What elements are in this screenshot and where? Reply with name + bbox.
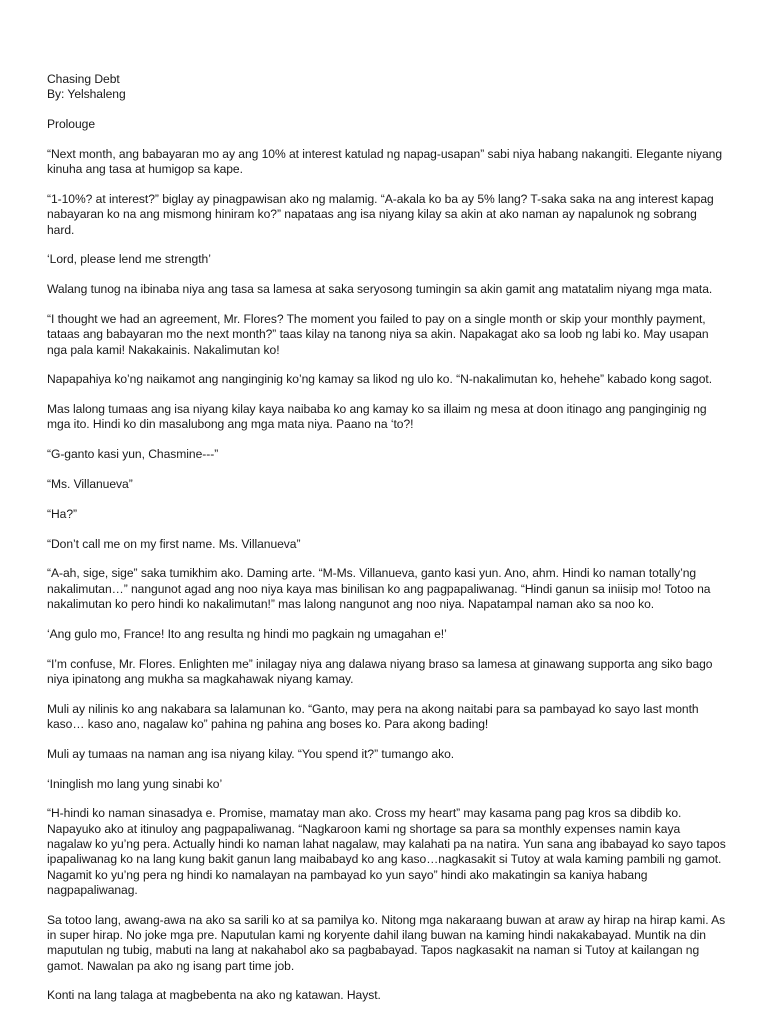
paragraph: “H-hindi ko naman sinasadya e. Promise, mamatay man ako. Cross my heart” may kasama pang pag kros sa dibdib ko. Napayuko ako at itinuloy ang pagpapaliwanag. “Nagkaroon kami ng shortage sa para sa monthly expenses namin kaya nagalaw ko yu’ng pera. Actually hindi ko naman lahat nagalaw, may kalahati pa na natira. Yun sana ang ibabayad ko sayo tapos ipapaliwanag ko na lang kung bakit ganun lang maibabayd ko ang kaso…nagkasakit si Tutoy at wala kaming pambili ng gamot. Nagamit ko yu’ng pera ng hindi ko namalayan na pambayad ko yun sayo” hindi ako makatingin sa kaniya habang nagpapaliwanag. [47,806,726,897]
paragraph: Konti na lang talaga at magbebenta na ako ng katawan. Hayst. [47,988,381,1003]
paragraph: Mas lalong tumaas ang isa niyang kilay kaya naibaba ko ang kamay ko sa illaim ng mesa at doon itinago ang panginginig ng mga ito. Hindi ko din masalubong ang mga mata niya. Paano na ‘to?! [47,402,707,432]
paragraph: ‘Ininglish mo lang yung sinabi ko’ [47,776,223,791]
paragraph: “A-ah, sige, sige” saka tumikhim ako. Daming arte. “M-Ms. Villanueva, ganto kasi yun. Ano, ahm. Hindi ko naman totally’ng nakalimutan…” nangunot agad ang noo niya kaya mas binilisan ko ang pagpapaliwanag. “Hindi ganun sa iniisip mo! Totoo na nakalimutan ko pero hindi ko nakalimutan!” mas lalong nangunot ang noo niya. Napatampal naman ako sa noo ko. [47,566,711,612]
paragraph: Muli ay nilinis ko ang nakabara sa lalamunan ko. “Ganto, may pera na akong naitabi para sa pambayad ko sayo last month kaso… kaso ano, nagalaw ko” pahina ng pahina ang boses ko. Para akong bading! [47,701,699,732]
paragraph: “Next month, ang babayaran mo ay ang 10% at interest katulad ng napag-usapan” sabi niya habang nakangiti. Elegante niyang kinuha ang tasa at humigop sa kape. [47,146,723,177]
paragraph: “G-ganto kasi yun, Chasmine---” [47,447,219,462]
document-author: By: Yelshaleng [47,87,126,102]
paragraph: “1-10%? at interest?” biglay ay pinagpawisan ako ng malamig. “A-akala ko ba ay 5% lang? T-saka saka na ang interest kapag nabayaran ko na ang mismong hiniram ko?” napataas ang isa niyang kilay sa akin at ako naman ay napalunok ng sobrang hard. [47,191,714,237]
section-heading: Prolouge [47,117,96,132]
document-page [47,72,727,1018]
paragraph: Muli ay tumaas na naman ang isa niyang kilay. “You spend it?” tumango ako. [47,746,455,761]
paragraph: “I’m confuse, Mr. Flores. Enlighten me” inilagay niya ang dalawa niyang braso sa lamesa at ginawang supporta ang siko bago niya ipinatong ang mukha sa magkahawak niyang kamay. [47,656,713,686]
paragraph: Napapahiya ko’ng naikamot ang nanginginig ko’ng kamay sa likod ng ulo ko. “N-nakalimutan ko, hehehe” kabado kong sagot. [47,372,713,387]
paragraph: “Ms. Villanueva” [47,477,133,492]
paragraph: “Ha?” [47,506,77,521]
paragraph: ‘Lord, please lend me strength’ [47,252,211,267]
spacer [47,103,727,118]
paragraph: “Don’t call me on my first name. Ms. Villanueva” [47,536,301,551]
paragraph: “I thought we had an agreement, Mr. Flores? The moment you failed to pay on a single month or skip your monthly payment, tataas ang babayaran mo the next month?” taas kilay na tanong niya sa akin. Napakagat ako sa loob ng labi ko. May usapan nga pala kami! Nakakainis. Nakalimutan ko! [47,311,709,357]
paragraph: Walang tunog na ibinaba niya ang tasa sa lamesa at saka seryosong tumingin sa akin gamit ang matatalim niyang mga mata. [47,282,713,297]
paragraph: ‘Ang gulo mo, France! Ito ang resulta ng hindi mo pagkain ng umagahan e!’ [47,626,447,641]
document-title: Chasing Debt [47,72,120,86]
paragraph: Sa totoo lang, awang-awa na ako sa sarili ko at sa pamilya ko. Nitong mga nakaraang buwan at araw ay hirap na hirap kami. As in super hirap. No joke mga pre. Naputulan kami ng koryente dahil ilang buwan na kaming hindi nakakabayad. Muntik na din maputulan ng tubig, mabuti na lang at nakahabol ako sa pagbabayad. Tapos nagkasakit na naman si Tutoy at kailangan ng gamot. Nawalan pa ako ng isang part time job. [47,912,726,973]
